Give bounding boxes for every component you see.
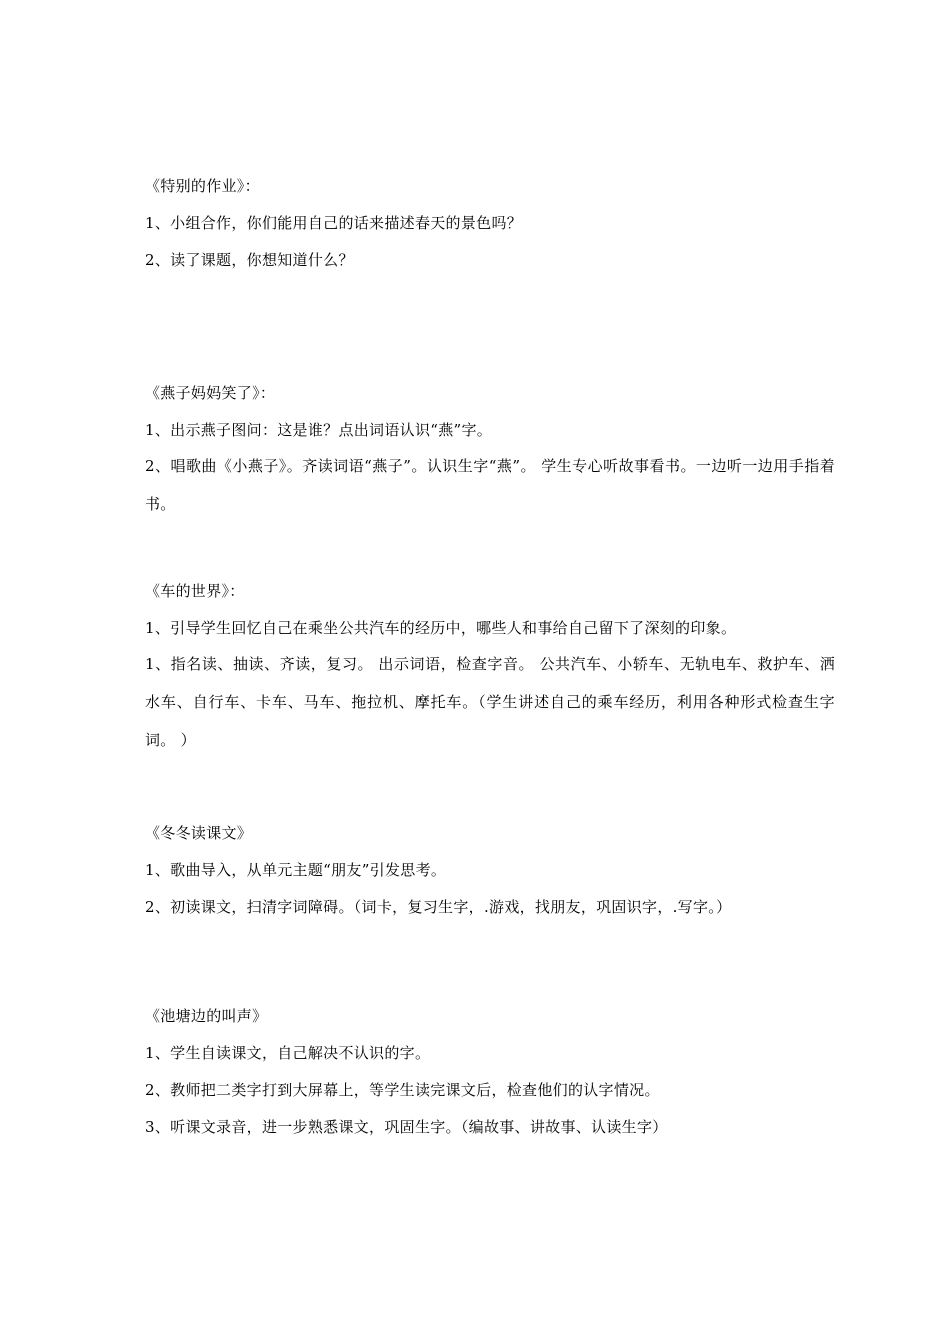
lesson-step: 3、听课文录音，进一步熟悉课文，巩固生字。（编故事、讲故事、认读生字）	[145, 1118, 668, 1136]
lesson-step: 1、出示燕子图问：这是谁？点出词语认识“燕”字。	[145, 421, 493, 439]
lesson-section-world-of-vehicles	[145, 581, 835, 759]
lesson-title: 《池塘边的叫声》	[145, 1007, 268, 1025]
lesson-section-pond-sounds	[145, 1006, 835, 1137]
lesson-title: 《车的世界》：	[145, 582, 245, 600]
lesson-title: 《特别的作业》：	[145, 177, 260, 195]
lesson-step: 1、歌曲导入，从单元主题“朋友”引发思考。	[145, 861, 447, 879]
lesson-step: 1、引导学生回忆自己在乘坐公共汽车的经历中，哪些人和事给自己留下了深刻的印象。	[145, 619, 737, 637]
lesson-step: 2、初读课文，扫清字词障碍。（词卡，复习生字，.游戏，找朋友，巩固识字，.写字。）	[145, 898, 732, 916]
lesson-section-swallow-mother	[145, 383, 835, 523]
lesson-section-dongdong-reads	[145, 823, 835, 917]
lesson-section-special-homework	[145, 176, 835, 270]
lesson-step: 1、学生自读课文，自己解决不认识的字。	[145, 1044, 431, 1062]
lesson-step: 2、唱歌曲《小燕子》。齐读词语“燕子”。认识生字“燕”。 学生专心听故事看书。一边听一边用手指着书。	[145, 457, 835, 513]
lesson-title: 《燕子妈妈笑了》：	[145, 384, 276, 402]
lesson-step: 1、指名读、抽读、齐读，复习。 出示词语，检查字音。 公共汽车、小轿车、无轨电车、救护车、洒水车、自行车、卡车、马车、拖拉机、摩托车。（学生讲述自己的乘车经历，利用各种形式检查生字词。 ）	[145, 655, 835, 749]
lesson-step: 2、教师把二类字打到大屏幕上，等学生读完课文后，检查他们的认字情况。	[145, 1081, 660, 1099]
lesson-step: 2、读了课题，你想知道什么？	[145, 251, 354, 269]
lesson-step: 1、小组合作，你们能用自己的话来描述春天的景色吗？	[145, 214, 523, 232]
lesson-title: 《冬冬读课文》	[145, 824, 253, 842]
